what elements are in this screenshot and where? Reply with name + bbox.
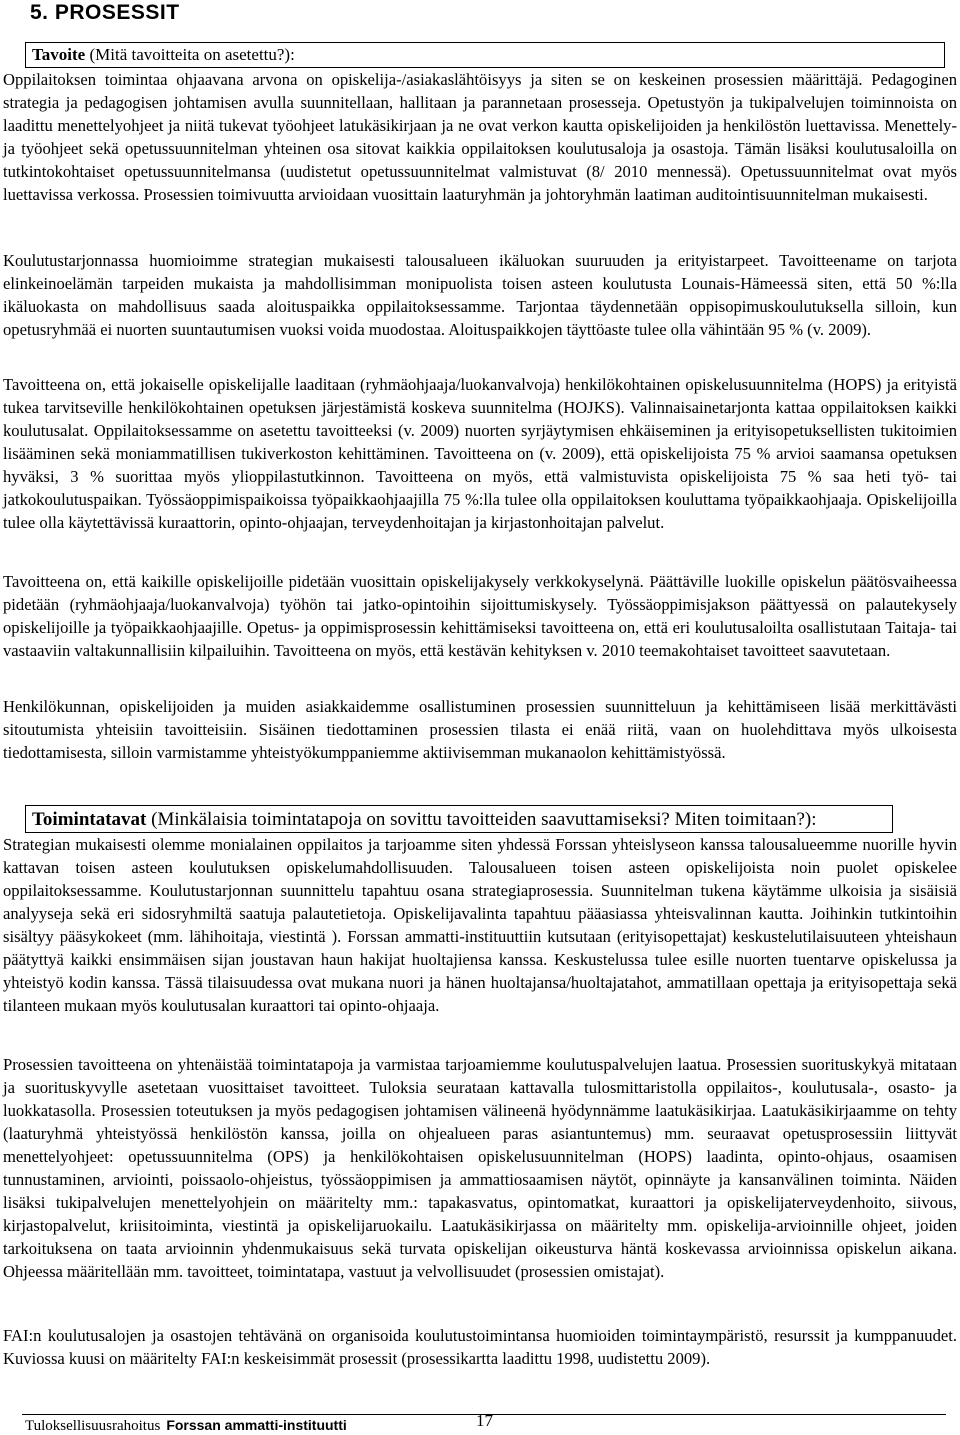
goal-question: (Mitä tavoitteita on asetettu?): [85, 45, 295, 64]
goal-paragraph-2: Koulutustarjonnassa huomioimme strategian mukaisesti talousalueen ikäluokan suuruuden ja erityistarpeet. Tavoitteename on tarjota elinkeinoelämän tarpeiden mukaista ja mahdollisimman monipuolista toisen asteen koulutusta Lounais-Hämeessä siten, että 50 %:lla ikäluokasta on mahdollisuus saada aloituspaikka oppilaitoksessamme. Tarjontaa täydennetään oppisopimuskoulutuksella silloin, kun opetusryhmää ei nuorten suuntautumisen vuoksi voida muodostaa. Aloituspaikkojen täyttöaste tulee olla vähintään 95 % (v. 2009). [3, 251, 957, 339]
page-number: 17 [476, 1411, 493, 1430]
methods-question-box [25, 805, 893, 833]
section-heading: 5. PROSESSIT [30, 1, 180, 24]
footer-divider [22, 1414, 946, 1415]
methods-paragraph-3: FAI:n koulutusalojen ja osastojen tehtävänä on organisoida koulutustoimintansa huomioiden toimintaympäristö, resurssit ja kumppanuudet. Kuviossa kuusi on määritelty FAI:n keskeisimmät prosessit (prosessikartta laadittu 1998, uudistettu 2009). [3, 1326, 957, 1368]
goal-question-box [25, 42, 945, 68]
methods-label: Toimintatavat [32, 809, 147, 830]
goal-paragraph-4: Tavoitteena on, että kaikille opiskelijoille pidetään vuosittain opiskelijakysely verkkokyselynä. Päättäville luokille opiskelun päätösvaiheessa pidetään (ryhmäohjaaja/luokanvalvoja) työhön tai jatko-opintoihin sijoittumiskysely. Työssäoppimisjakson päättyessä on palautekysely opiskelijoille ja työpaikkaohjaajille. Opetus- ja oppimisprosessin kehittämiseksi tavoitteena on, että eri koulutusaloilta osallistutaan Taitaja- tai vastaaviin valtakunnallisiin kilpailuihin. Tavoitteena on myös, että kestävän kehityksen v. 2010 teemakohtaiset tavoitteet saavutetaan. [3, 572, 957, 660]
footer-left-text: Tuloksellisuusrahoitus [25, 1418, 161, 1434]
footer-org-name: Forssan ammatti-instituutti [166, 1417, 347, 1433]
goal-paragraph-3: Tavoitteena on, että jokaiselle opiskelijalle laaditaan (ryhmäohjaaja/luokanvalvoja) henkilökohtainen opiskelusuunnitelma (HOPS) ja erityistä tukea tarvitseville henkilökohtainen opetuksen järjestämistä koskeva suunnitelma (HOJKS). Valinnaisainetarjonta kattaa oppilaitoksen kaikki koulutusalat. Oppilaitoksessamme on asetettu tavoitteeksi (v. 2009) nuorten syrjäytymisen ehkäiseminen ja erityisopetuksellisten tukitoimien lisääminen sekä moniammatillisen tukiverkoston kehittäminen. Tavoitteena on (v. 2009), että opiskelijoista 75 % arvioi saamansa opetuksen hyväksi, 3 % suorittaa myös ylioppilastutkinnon. Tavoitteena on myös, että valmistuvista opiskelijoista 75 % saa heti työ- tai jatkokoulutuspaikan. Työssäoppimispaikoissa työpaikkaohjaajilla 75 %:lla tulee olla oppilaitoksen kouluttama työpaikkaohjaaja. Opiskelijoilla tulee olla käytettävissä kuraattorin, opinto-ohjaajan, terveydenhoitajan ja kirjastonhoitajan palvelut. [3, 375, 957, 532]
goal-label: Tavoite [32, 45, 86, 64]
methods-paragraph-1: Strategian mukaisesti olemme monialainen oppilaitos ja tarjoamme siten yhdessä Forssan yhteislyseon kanssa talousalueemme nuorille hyvin kattavan toisen asteen koulutuksen opiskelumahdollisuuden. Talousalueen toisen asteen opiskelijoista noin puolet opiskelee oppilaitoksessamme. Koulutustarjonnan suunnittelu tapahtuu osana strategiaprosessia. Suunnitelman tukena käytämme ulkoisia ja sisäisiä analyyseja sekä eri sidosryhmiltä saatuja palautetietoja. Opiskelijavalinta tapahtuu pääasiassa yhteisvalinnan kautta. Joihinkin tutkintoihin sisältyy pääsykokeet (mm. lähihoitaja, viestintä ). Forssan ammatti-instituuttiin kutsutaan (erityisopettajat) keskustelutilaisuuteen yhteishaun päätyttyä kaikki ensimmäisen sijan joustavan haun hakijat huoltajiensa kanssa. Keskustelussa tulee esille nuorten tuentarve opiskelussa ja yhteistyö kodin kanssa. Tässä tilaisuudessa ovat mukana nuori ja hänen huoltajansa/huoltajatahot, ammatillaan opettaja ja erityisopettaja sekä tilanteen mukaan myös koulutusalan kuraattori tai opinto-ohjaaja. [3, 835, 957, 1015]
methods-paragraph-2: Prosessien tavoitteena on yhtenäistää toimintatapoja ja varmistaa tarjoamiemme koulutuspalvelujen laatua. Prosessien suorituskykyä mitataan ja suorituskyvylle asetetaan vuosittaiset tavoitteet. Tuloksia seurataan kattavalla tulosmittaristolla oppilaitos-, koulutusala-, osasto- ja luokkatasolla. Prosessien toteutuksen ja myös pedagogisen johtamisen välineenä hyödynnämme laatukäsikirjaa. Laatukäsikirjaamme on tehty (laaturyhmä yhteistyössä henkilöstön kanssa, joilla on ohjealueen paras asiantuntemus) mm. seuraavat opetusprosessiin liittyvät menettelyohjeet: opetussuunnitelma (OPS) ja henkilökohtaisen opiskelusuunnitelman (HOPS) laadinta, opinto-ohjaus, osaamisen tunnustaminen, arviointi, poissaolo-ohjeistus, työssäoppimisen ja ammattiosaamisen näytöt, opinnäyte ja kansanvälinen toiminta. Näiden lisäksi tukipalvelujen menettelyohjein on määritelty mm.: tapakasvatus, opintomatkat, kuraattori ja opiskelijaterveydenhoito, siivous, kirjastopalvelut, kriisitoiminta, viestintä ja opiskelijaruokailu. Laatukäsikirjassa on määritelty mm. opiskelija-arvioinnille ohjeet, joiden tarkoituksena on taata arvioinnin yhdenmukaisuus sekä turvata opiskelijan oikeusturva häntä koskevassa arvioinnissa opiskelun aikana. Ohjeessa määritellään mm. tavoitteet, toimintatapa, vastuut ja velvollisuudet (prosessien omistajat). [3, 1055, 957, 1281]
footer [25, 1416, 347, 1435]
methods-question: (Minkälaisia toimintatapoja on sovittu tavoitteiden saavuttamiseksi? Miten toimitaan?): [146, 809, 817, 830]
goal-paragraph-5: Henkilökunnan, opiskelijoiden ja muiden asiakkaidemme osallistuminen prosessien suunnitteluun ja kehittämiseen lisää merkittävästi sitoutumista yhteisiin tavoitteisiin. Sisäinen tiedottaminen prosessien tilasta ei enää riitä, vaan on huolehdittava myös ulkoisesta tiedottamisesta, silloin varmistamme yhteistyökumppaniemme aktiivisemman mukanaolon kehittämistyössä. [3, 697, 957, 762]
goal-paragraph-1: Oppilaitoksen toimintaa ohjaavana arvona on opiskelija-/asiakaslähtöisyys ja siten se on keskeinen prosessien määrittäjä. Pedagoginen strategia ja pedagogisen johtamisen avulla suunnitellaan, hallitaan ja parannetaan prosesseja. Opetustyön ja tukipalvelujen toiminnoista on laadittu menettelyohjeet ja niitä tukevat työohjeet latukäsikirjaan ja ne ovat verkon kautta opiskelijoiden ja henkilöstön luettavissa. Menettely- ja työohjeet sekä opetussuunnitelman yhteinen osa sitovat kaikkia oppilaitoksen koulutusaloja ja osastoja. Tämän lisäksi koulutusaloilla on tutkintokohtaiset opetussuunnitelmansa (uudistetut opetussuunnitelmat valmistuvat (8/ 2010 mennessä). Opetussuunnitelmat ovat myös luettavissa verkossa. Prosessien toimivuutta arvioidaan vuosittain laaturyhmän ja johtoryhmän laatiman auditointisuunnitelman mukaisesti. [3, 70, 957, 204]
